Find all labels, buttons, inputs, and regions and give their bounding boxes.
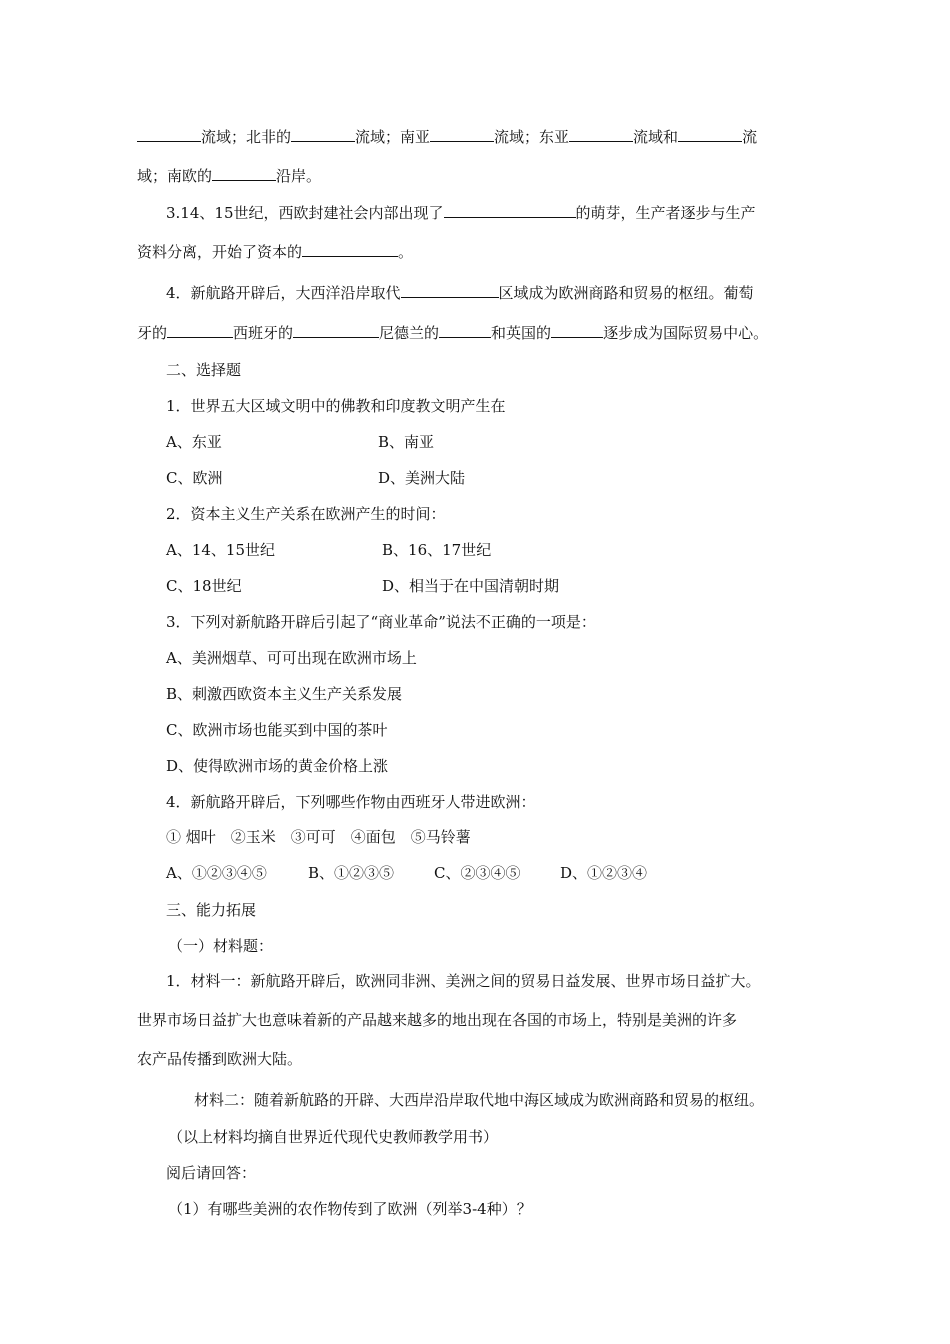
fill-line-1 — [0, 127, 950, 147]
sub-question: （1）有哪些美洲的农作物传到了欧洲（列举3-4种）？ — [168, 1200, 532, 1218]
text: 的萌芽，生产者逐步与生产 — [575, 204, 756, 222]
option-b[interactable]: B、16、17世纪 — [382, 541, 492, 559]
question-stem: 2．资本主义生产关系在欧洲产生的时间： — [166, 505, 446, 523]
options-row — [0, 540, 950, 560]
fill-question-4 — [0, 283, 950, 303]
material-two: 材料二：随着新航路的开辟、大西岸沿岸取代地中海区域成为欧洲商路和贸易的枢纽。 — [194, 1091, 765, 1109]
section-title: 二、选择题 — [166, 361, 242, 379]
option-a[interactable]: A、东亚 — [166, 433, 222, 451]
text: 区域成为欧洲商路和贸易的枢纽。葡萄 — [498, 284, 754, 302]
option-b[interactable]: B、①②③⑤ — [308, 864, 395, 882]
material-one-line: 农产品传播到欧洲大陆。 — [137, 1050, 303, 1068]
text: 流域；北非的 — [201, 128, 292, 146]
text: 尼德兰的 — [379, 324, 440, 342]
blank[interactable] — [293, 323, 379, 338]
text: 流域；南亚 — [355, 128, 431, 146]
blank[interactable] — [212, 166, 276, 181]
text: 流 — [742, 128, 758, 146]
text: 牙的 — [137, 324, 168, 342]
fill-question-4-cont — [0, 323, 950, 343]
text: 沿岸。 — [276, 167, 322, 185]
options-row — [0, 468, 950, 488]
text: 。 — [398, 243, 414, 261]
subsection-title: （一）材料题： — [168, 937, 274, 955]
blank[interactable] — [430, 127, 494, 142]
option-c[interactable]: C、18世纪 — [166, 577, 242, 595]
option-a[interactable]: A、14、15世纪 — [166, 541, 276, 559]
text: 资料分离，开始了资本的 — [137, 243, 303, 261]
blank[interactable] — [551, 323, 603, 338]
section-title: 三、能力拓展 — [166, 901, 257, 919]
blank[interactable] — [167, 323, 233, 338]
text: 和英国的 — [491, 324, 552, 342]
blank[interactable] — [291, 127, 355, 142]
blank[interactable] — [444, 203, 576, 218]
text: 流域；东亚 — [494, 128, 570, 146]
options-row — [0, 863, 950, 883]
text: 3.14、15世纪，西欧封建社会内部出现了 — [166, 204, 444, 222]
material-one-line: 世界市场日益扩大也意味着新的产品越来越多的地出现在各国的市场上，特别是美洲的许多 — [137, 1011, 738, 1029]
text: 4．新航路开辟后，大西洋沿岸取代 — [166, 284, 401, 302]
blank[interactable] — [678, 127, 742, 142]
option-b[interactable]: B、南亚 — [378, 433, 435, 451]
prompt-text: 阅后请回答： — [166, 1164, 257, 1182]
option-a[interactable]: A、美洲烟草、可可出现在欧洲市场上 — [166, 649, 417, 667]
option-d[interactable]: D、①②③④ — [560, 864, 648, 882]
question-stem: 4．新航路开辟后，下列哪些作物由西班牙人带进欧洲： — [166, 793, 536, 811]
options-row — [0, 432, 950, 452]
text: 西班牙的 — [233, 324, 294, 342]
options-row — [0, 576, 950, 596]
blank[interactable] — [302, 242, 398, 257]
blank[interactable] — [569, 127, 633, 142]
text: 流域和 — [633, 128, 679, 146]
fill-question-3-cont — [0, 242, 950, 262]
option-c[interactable]: C、欧洲 — [166, 469, 223, 487]
option-c[interactable]: C、②③④⑤ — [434, 864, 521, 882]
blank[interactable] — [439, 323, 491, 338]
fill-line-2 — [0, 166, 950, 186]
material-one-line: 1．材料一：新航路开辟后，欧洲同非洲、美洲之间的贸易日益发展、世界市场日益扩大。 — [166, 972, 761, 990]
option-d[interactable]: D、美洲大陆 — [378, 469, 466, 487]
source-note: （以上材料均摘自世界近代现代史教师教学用书） — [168, 1128, 499, 1146]
option-d[interactable]: D、使得欧洲市场的黄金价格上涨 — [166, 757, 389, 775]
option-a[interactable]: A、①②③④⑤ — [166, 864, 267, 882]
blank[interactable] — [137, 127, 201, 142]
blank[interactable] — [401, 283, 499, 298]
option-c[interactable]: C、欧洲市场也能买到中国的茶叶 — [166, 721, 388, 739]
numbered-items: ① 烟叶 ②玉米 ③可可 ④面包 ⑤马铃薯 — [166, 828, 471, 846]
fill-question-3 — [0, 203, 950, 223]
question-stem: 3．下列对新航路开辟后引起了“商业革命”说法不正确的一项是： — [166, 613, 596, 631]
option-d[interactable]: D、相当于在中国清朝时期 — [382, 577, 560, 595]
option-b[interactable]: B、刺激西欧资本主义生产关系发展 — [166, 685, 403, 703]
question-stem: 1．世界五大区域文明中的佛教和印度教文明产生在 — [166, 397, 506, 415]
text: 域；南欧的 — [137, 167, 213, 185]
text: 逐步成为国际贸易中心。 — [603, 324, 769, 342]
